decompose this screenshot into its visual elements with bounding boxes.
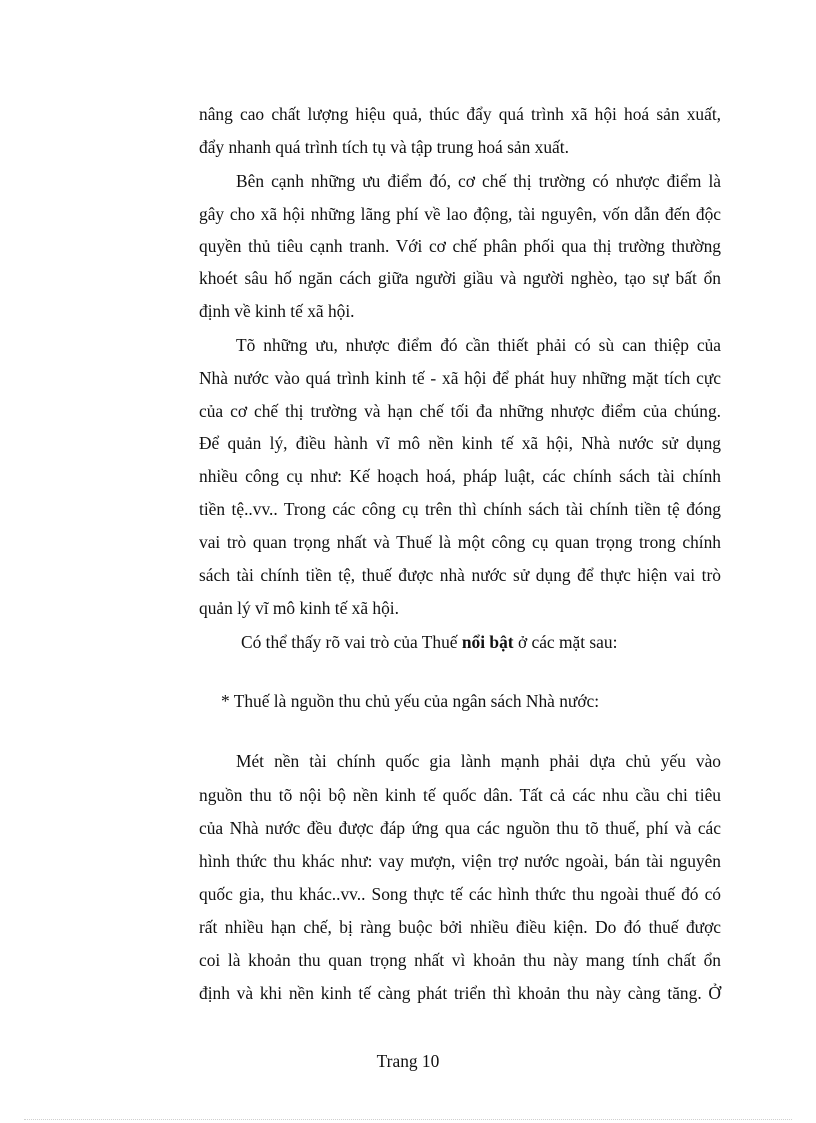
text-line: của cơ chế thị trường và hạn chế tối đa những nhược điểm của chúng. (199, 401, 721, 421)
paragraph-start-line: Mét nền tài chính quốc gia lành mạnh phải dựa chủ yếu vào (236, 751, 721, 771)
text-line: nguồn thu tõ nội bộ nền kinh tế quốc dân. Tất cả các nhu cầu chi tiêu (199, 785, 721, 805)
text-line: Nhà nước vào quá trình kinh tế - xã hội để phát huy những mặt tích cực (199, 368, 721, 388)
text-line: quốc gia, thu khác..vv.. Song thực tế các hình thức thu ngoài thuế đó có (199, 884, 721, 904)
role-intro-before: Có thể thấy rõ vai trò của Thuế (241, 632, 462, 652)
text-line: đẩy nhanh quá trình tích tụ và tập trung hoá sản xuất. (199, 137, 569, 157)
text-line: hình thức thu khác như: vay mượn, viện trợ nước ngoài, bán tài nguyên (199, 851, 721, 871)
text-line: gây cho xã hội những lãng phí về lao động, tài nguyên, vốn dẫn đến độc (199, 204, 721, 224)
text-line: định và khi nền kinh tế càng phát triển thì khoản thu này càng tăng. Ở (199, 983, 721, 1003)
text-line: sách tài chính tiền tệ, thuế được nhà nước sử dụng để thực hiện vai trò (199, 565, 721, 585)
page-number: Trang 10 (376, 1051, 440, 1071)
text-line: định về kinh tế xã hội. (199, 301, 355, 321)
text-line: khoét sâu hố ngăn cách giữa người giầu và người nghèo, tạo sự bất ổn (199, 268, 721, 288)
text-line: quyền thủ tiêu cạnh tranh. Với cơ chế phân phối qua thị trường thường (199, 236, 721, 256)
page-bottom-border (24, 1119, 792, 1120)
text-line: nâng cao chất lượng hiệu quả, thúc đẩy quá trình xã hội hoá sản xuất, (199, 104, 721, 124)
text-line: tiền tệ..vv.. Trong các công cụ trên thì chính sách tài chính tiền tệ đóng (199, 499, 721, 519)
text-line: của Nhà nước đều được đáp ứng qua các nguồn thu tõ thuế, phí và các (199, 818, 721, 838)
text-line: vai trò quan trọng nhất và Thuế là một công cụ quan trọng trong chính (199, 532, 721, 552)
paragraph-start-line: Bên cạnh những ưu điểm đó, cơ chế thị trường có nhược điểm là (236, 171, 721, 191)
paragraph-start-line: Tõ những ưu, nhược điểm đó cần thiết phải có sù can thiệp của (236, 335, 721, 355)
role-intro-after: ở các mặt sau: (513, 632, 618, 652)
text-line: rất nhiều hạn chế, bị ràng buộc bởi nhiều điều kiện. Do đó thuế được (199, 917, 721, 937)
text-line: coi là khoản thu quan trọng nhất vì khoản thu này mang tính chất ổn (199, 950, 721, 970)
section-heading: * Thuế là nguồn thu chủ yếu của ngân sách Nhà nước: (221, 691, 600, 711)
role-intro-line (241, 632, 721, 652)
text-line: nhiều công cụ như: Kế hoạch hoá, pháp luật, các chính sách tài chính (199, 466, 721, 486)
role-intro-bold: nổi bật (461, 632, 514, 652)
text-line: Để quản lý, điều hành vĩ mô nền kinh tế xã hội, Nhà nước sử dụng (199, 433, 721, 453)
text-line: quản lý vĩ mô kinh tế xã hội. (199, 598, 399, 618)
